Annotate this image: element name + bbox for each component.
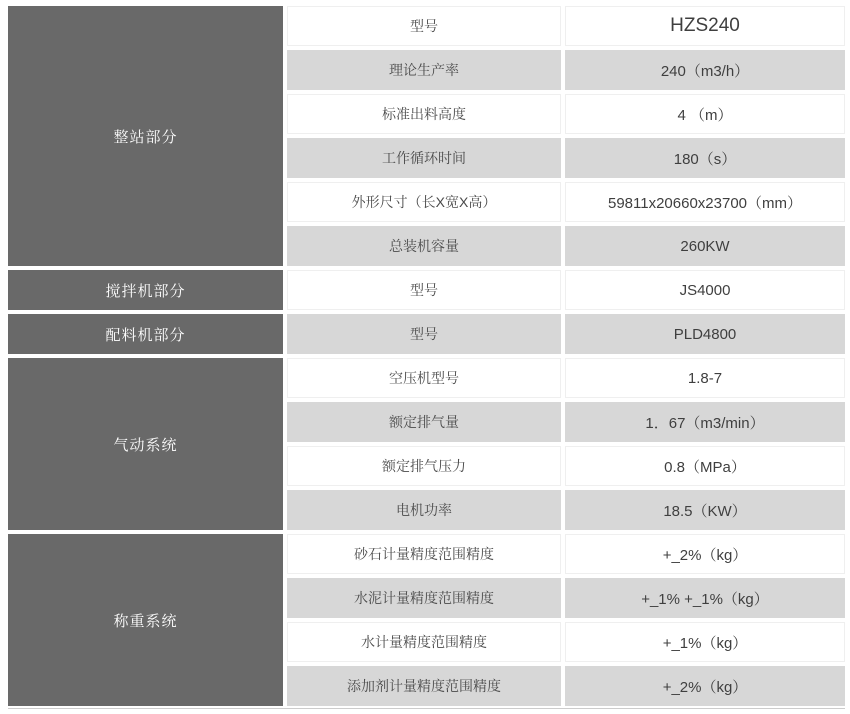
- spec-value: 1.8-7: [565, 358, 845, 398]
- spec-value: +_2%（kg）: [565, 666, 845, 706]
- spec-label: 型号: [287, 314, 561, 354]
- spec-label: 水泥计量精度范围精度: [287, 578, 561, 618]
- spec-label: 型号: [287, 6, 561, 46]
- spec-value: +_2%（kg）: [565, 534, 845, 574]
- category-cell-weighing: 称重系统: [8, 534, 283, 706]
- spec-value: +_1% +_1%（kg）: [565, 578, 845, 618]
- category-cell-mixer: 搅拌机部分: [8, 270, 283, 310]
- category-cell-whole-station: 整站部分: [8, 6, 283, 266]
- spec-value: 260KW: [565, 226, 845, 266]
- spec-label: 外形尺寸（长X宽X高）: [287, 182, 561, 222]
- category-cell-batcher: 配料机部分: [8, 314, 283, 354]
- spec-label: 空压机型号: [287, 358, 561, 398]
- spec-value: 180（s）: [565, 138, 845, 178]
- spec-label: 额定排气量: [287, 402, 561, 442]
- spec-value: +_1%（kg）: [565, 622, 845, 662]
- spec-label: 型号: [287, 270, 561, 310]
- spec-value: 59811x20660x23700（mm）: [565, 182, 845, 222]
- spec-value: PLD4800: [565, 314, 845, 354]
- spec-label: 标准出料高度: [287, 94, 561, 134]
- spec-value: 18.5（KW）: [565, 490, 845, 530]
- spec-value: 0.8（MPa）: [565, 446, 845, 486]
- spec-label: 添加剂计量精度范围精度: [287, 666, 561, 706]
- spec-label: 水计量精度范围精度: [287, 622, 561, 662]
- spec-label: 额定排气压力: [287, 446, 561, 486]
- spec-label: 电机功率: [287, 490, 561, 530]
- spec-table: [8, 6, 845, 706]
- spec-label: 砂石计量精度范围精度: [287, 534, 561, 574]
- spec-label: 总装机容量: [287, 226, 561, 266]
- table-bottom-divider: [8, 708, 845, 709]
- spec-value: HZS240: [565, 6, 845, 46]
- spec-value: 4 （m）: [565, 94, 845, 134]
- spec-label: 工作循环时间: [287, 138, 561, 178]
- category-cell-pneumatic: 气动系统: [8, 358, 283, 530]
- spec-value: 240（m3/h）: [565, 50, 845, 90]
- spec-value: 1．67（m3/min）: [565, 402, 845, 442]
- spec-label: 理论生产率: [287, 50, 561, 90]
- spec-value: JS4000: [565, 270, 845, 310]
